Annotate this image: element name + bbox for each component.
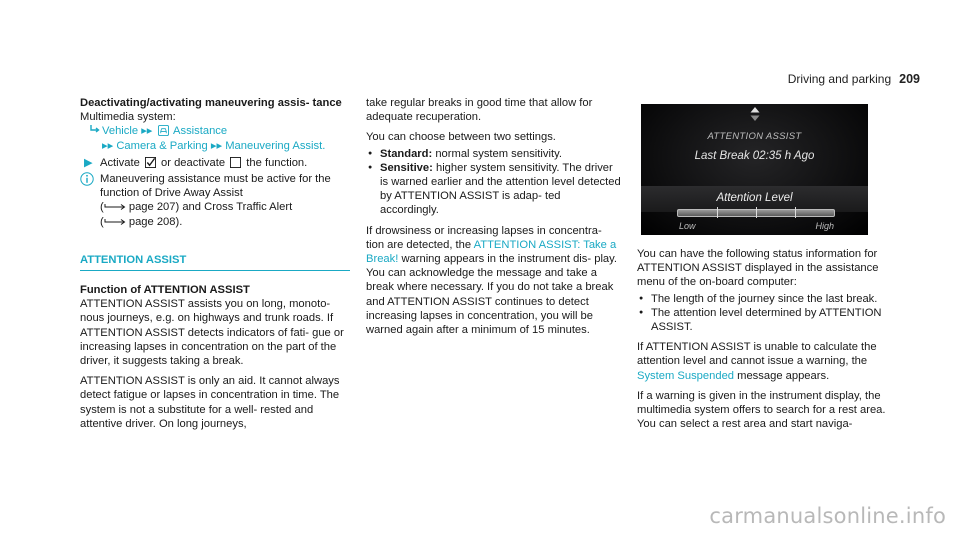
checkbox-empty-icon	[230, 157, 241, 168]
page-number: 209	[899, 72, 920, 86]
watermark: carmanualsonline.info	[709, 503, 946, 528]
setting-standard-text: normal system sensitivity.	[432, 147, 562, 160]
column-right	[637, 96, 899, 437]
step-triangle-icon: ▶	[84, 156, 93, 169]
setting-standard-label: Standard:	[380, 147, 433, 160]
double-chevron-icon: ▸▸	[210, 139, 223, 152]
note-ref-2[interactable]: page 208).	[128, 215, 183, 228]
middle-paragraph-3	[366, 224, 622, 338]
right-paragraph-2	[637, 340, 899, 383]
maneuvering-heading: Deactivating/activating maneuvering assis- tance	[80, 97, 342, 109]
right-paragraph-1: You can have the following status information for ATTENTION ASSIST displayed in the assistance menu of the on-board computer:	[637, 248, 879, 289]
function-heading: Function of ATTENTION ASSIST	[80, 284, 250, 297]
list-item: ● The attention level determined by ATTENTION ASSIST.	[637, 306, 899, 334]
section-name: Driving and parking	[787, 72, 892, 86]
paragraph-text: warning appears in the instrument dis- play. You can acknowledge the message and take a break where necessary. If you do not take a break and ATTENTION ASSIST continues to detect increasing lapses in concentration, you will be warned again after a minimum of 15 minutes.	[366, 253, 618, 337]
page-reference-arrow-icon	[104, 203, 126, 211]
page-reference-arrow-icon	[104, 218, 126, 226]
display-last-break: Last Break 02:35 h Ago	[694, 150, 815, 162]
path-camera-parking[interactable]: Camera & Parking	[116, 139, 208, 152]
middle-paragraph-2: You can choose between two settings.	[366, 131, 556, 144]
path-assistance[interactable]: Assistance	[173, 125, 228, 138]
display-high-label: High	[815, 221, 834, 231]
display-low-label: Low	[679, 221, 696, 231]
function-paragraph-1: ATTENTION ASSIST assists you on long, monoto- nous journeys, e.g. on highways and trunk roads. If ATTENTION ASSIST detects indicators of fati- gue or increasing lapses in concentration on the part of the driver, it suggests taking a break.	[80, 298, 344, 368]
display-attention-level: Attention Level	[716, 192, 793, 204]
car-icon	[156, 125, 174, 137]
step-deactivate-text: or deactivate	[161, 156, 226, 169]
page-header	[788, 72, 920, 86]
step-function-text: the function.	[246, 156, 308, 169]
step-activate	[80, 156, 350, 170]
status-list	[637, 292, 899, 335]
column-left	[80, 96, 350, 437]
double-chevron-icon: ▸▸	[102, 139, 114, 152]
path-arrow-icon	[90, 124, 102, 138]
step-activate-text: Activate	[100, 156, 140, 169]
attention-level-bar	[677, 209, 835, 217]
setting-sensitive-text: higher system sensitivity. The driver is warned earlier and the attention level detected by ATTENTION ASSIST is adap- ted accordingly.	[380, 161, 621, 217]
info-note: Maneuvering assistance must be active for the function of Drive Away Assist ( page 207) and Cross Traffic Alert ( page 208).	[80, 172, 350, 229]
section-title-attention-assist: ATTENTION ASSIST	[80, 253, 350, 271]
column-middle	[366, 96, 622, 343]
middle-paragraph-1: take regular breaks in good time that allow for adequate recuperation.	[366, 97, 593, 124]
function-paragraph-2: ATTENTION ASSIST is only an aid. It cannot always detect fatigue or lapses in concentration in time. The system is not a substitute for a well- rested and attentive driver. On long journeys,	[80, 375, 340, 430]
paragraph-text: message appears.	[737, 369, 830, 382]
checkbox-checked-icon	[145, 157, 156, 168]
double-chevron-icon: ▸▸	[141, 125, 153, 138]
list-item: ● The length of the journey since the last break.	[637, 292, 899, 306]
path-vehicle[interactable]: Vehicle	[102, 125, 139, 138]
right-paragraph-3: If a warning is given in the instrument display, the multimedia system offers to search for a rest area. You can select a rest area and start naviga-	[637, 389, 886, 431]
take-a-break-message: ATTENTION ASSIST: Take a Break!	[366, 238, 617, 266]
up-down-arrows-icon	[641, 106, 868, 126]
list-item	[366, 147, 622, 161]
display-title: ATTENTION ASSIST	[707, 131, 802, 142]
paragraph-text: If drowsiness or increasing lapses in concentra- tion are detected, the	[366, 224, 602, 251]
menu-path-intro: Multimedia system:	[80, 111, 176, 124]
info-icon	[80, 172, 94, 186]
path-maneuvering-assist[interactable]: Maneuvering Assist.	[225, 139, 326, 152]
menu-path	[80, 124, 350, 152]
list-item	[366, 161, 622, 218]
note-ref-1[interactable]: page 207) and Cross Traffic Alert	[128, 201, 293, 214]
system-suspended-message: System Suspended	[637, 369, 735, 382]
settings-list	[366, 147, 622, 218]
setting-sensitive-label: Sensitive:	[380, 161, 433, 174]
paragraph-text: If ATTENTION ASSIST is unable to calculate the attention level and cannot issue a warning, the	[637, 341, 877, 368]
note-text: Maneuvering assistance must be active for the function of Drive Away Assist	[100, 173, 331, 200]
attention-assist-display	[641, 104, 868, 235]
